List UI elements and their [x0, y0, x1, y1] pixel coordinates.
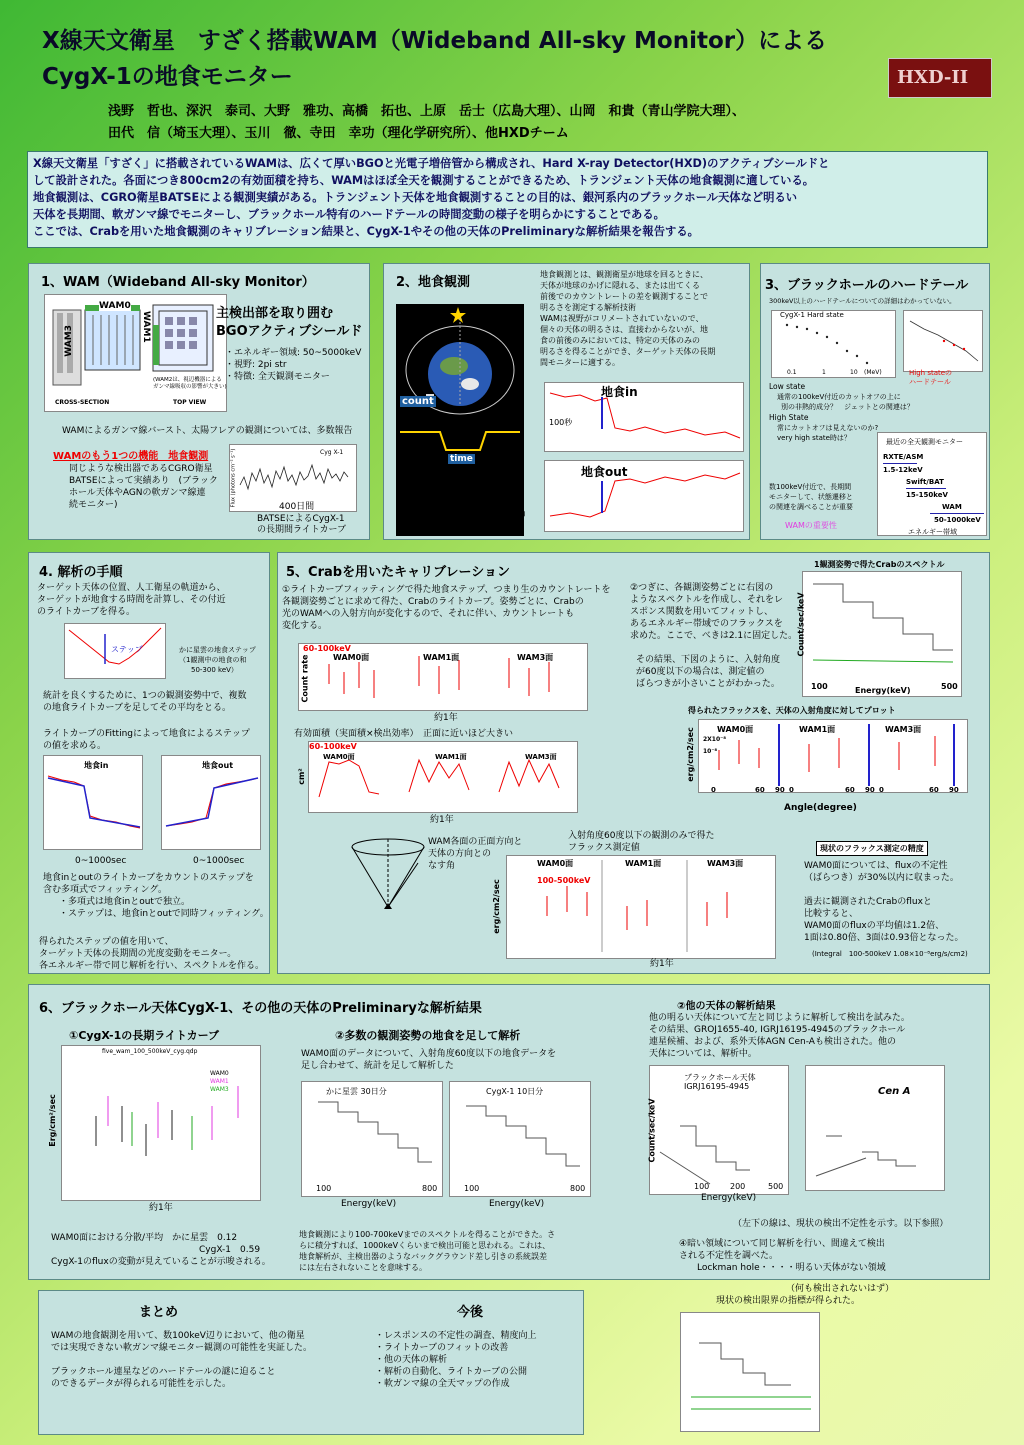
r1: 地食観測により100-700keVまでのスペクトルを得ることができた。さ: [299, 1230, 556, 1239]
desc-line: 個々の天体の明るさは、直接わからないが、地: [540, 325, 708, 334]
bgo-heading-1: 主検出部を取り囲む: [216, 306, 334, 321]
band-label: 60-100keV: [303, 644, 351, 653]
cyg-e800: 800: [570, 1184, 586, 1193]
low-line-2: 別の非熱的成分？ ジェットとの関連は？: [781, 403, 914, 411]
summary-1: WAMの地食観測を用いて、数100keV辺りにおいて、他の衛星: [51, 1331, 305, 1341]
burst-note: WAMによるガンマ線バースト、太陽フレアの観測については、多数報告: [62, 426, 353, 436]
p1a: ターゲット天体の位置、人工衛星の軌道から、: [37, 583, 226, 593]
fit-out-label: 地食out: [202, 761, 234, 770]
p2a: 統計を良くするために、1つの観測姿勢中で、複数: [43, 691, 247, 701]
future-3: ・他の天体の解析: [375, 1355, 448, 1365]
summary-3: ブラックホール連星などのハードテールの謎に迫ること: [51, 1367, 276, 1377]
p4b: 含む多項式でフィッティング。: [43, 885, 168, 895]
100s-label: 100秒: [549, 418, 573, 427]
igr-ylabel: Count/sec/keV: [647, 1098, 657, 1163]
d1: WAM0面のデータについて、入射角度60度以下の地食データを: [301, 1049, 557, 1059]
hardstate-title: CygX-1 Hard state: [780, 311, 844, 319]
r1: その結果、下図のように、入射角度: [636, 655, 781, 665]
a2: （ばらつき）が30%以内に収まった。: [804, 873, 959, 883]
spec-feature: ・特徴: 全天観測モニター: [225, 372, 330, 382]
other-title: ②他の天体の解析結果: [677, 1001, 776, 1012]
spectrum-steps: [803, 572, 963, 698]
p1c: 光のWAMへの入射方向が変化するので、それに伴い、カウントレートも: [282, 609, 575, 619]
batse-plot-label: Cyg X-1: [320, 449, 344, 456]
section-analysis: [28, 552, 270, 974]
rxte-band: [883, 463, 917, 464]
crab-note-3: 50-300 keV）: [191, 666, 238, 674]
sel-wam1: WAM1面: [625, 859, 662, 868]
year-label: 約1年: [434, 713, 458, 723]
wam1-area: WAM1面: [435, 753, 467, 761]
a3: 過去に観測されたCrabのfluxと: [804, 897, 932, 907]
cyg-e100: 100: [464, 1184, 480, 1193]
tick-0a: 0: [711, 786, 716, 794]
p1c: のライトカーブを得る。: [37, 607, 136, 617]
desc-line: 前後でのカウントレートの差を観測することで: [540, 292, 708, 301]
poster-title-line2: CygX-1の地食モニター: [42, 64, 293, 90]
poster-title-line1: X線天文衛星 すざく搭載WAM（Wideband All-sky Monitor）による: [42, 28, 828, 54]
low-state: Low state: [769, 382, 806, 391]
desc-line: 天体が地球のかげに隠れる、または出てくる: [540, 281, 700, 290]
step-plot: [64, 623, 166, 679]
cygx1-lightcurve: [47, 1045, 261, 1201]
p5c: 各エネルギー帯で同じ解析を行い、スペクトルを作る。: [39, 961, 265, 971]
time-label: time: [450, 454, 473, 464]
angle-wam1: WAM1面: [799, 725, 836, 734]
legend-wam1: WAM1: [210, 1078, 229, 1085]
sub2: ②多数の観測姿勢の地食を足して解析: [335, 1029, 521, 1042]
wam0-area: WAM0面: [323, 753, 355, 761]
batse-caption-1: BATSEによるCygX-1: [257, 514, 345, 524]
section-calibration: [277, 552, 990, 974]
authors-line1: 浅野 哲也、深沢 泰司、大野 雅功、高橋 拓也、上原 岳士（広島大理）、山岡 和貴（青山学院大理）、: [108, 104, 746, 119]
section-wam: [28, 263, 370, 540]
wam3-label: WAM3面: [517, 653, 554, 662]
selected-flux-plot: [491, 855, 776, 959]
cena-steps: [806, 1066, 946, 1192]
wam0-label: WAM0: [99, 301, 131, 311]
swift-label: Swift/BAT: [906, 478, 944, 486]
lc-ylabel: Erg/cm²/sec: [47, 1094, 57, 1147]
p1a: ①ライトカーブフィッティングで得た地食ステップ、つまり生のカウントレートを: [282, 585, 611, 595]
p5b: ターゲット天体の長期間の光度変動をモニター。: [39, 949, 237, 959]
cone-diagram: [348, 833, 428, 913]
abstract-line: X線天文衛星「すざく」に搭載されているWAMは、広くて厚いBGOと光電子増倍管から構成され、Hard X-ray Detector(HXD)のアクティブシールドと: [33, 157, 830, 170]
future-2: ・ライトカーブのフィットの改善: [375, 1343, 509, 1353]
a7: (Integral 100-500keV 1.08×10⁻⁸erg/s/cm2): [812, 950, 968, 958]
authors-line2: 田代 信（埼玉大理）、玉川 徹、寺田 幸功（理化学研究所）、他HXDチーム: [108, 126, 569, 141]
energy-band: エネルギー帯域: [908, 528, 957, 536]
cena-spectrum: [805, 1065, 945, 1191]
tick-0c: 0: [879, 786, 884, 794]
angle-title: 得られたフラックスを、天体の入射角度に対してプロット: [688, 706, 896, 715]
band-label-2: 60-100keV: [309, 742, 357, 751]
recent-monitors: 最近の全天観測モニター: [886, 438, 963, 446]
countrate-ylabel: Count rate: [300, 654, 310, 703]
crab-e800: 800: [422, 1184, 438, 1193]
tick-mev: (MeV): [864, 369, 882, 376]
abstract-box: [27, 151, 988, 248]
monitors-panel: [877, 432, 987, 536]
p2e: 求めた。ここで、べきは2.1に固定した。: [630, 631, 798, 641]
abstract-line: 天体を長期間、軟ガンマ線でモニターし、ブラックホール特有のハードテールの時間変動の様子を明らかにすることである。: [33, 208, 665, 221]
p3a: ライトカーブのFittingによって地食によるステップ: [43, 729, 250, 739]
o3: 連星候補、および、系外天体AGN Cen-Aも検出された。他の: [649, 1037, 896, 1047]
sel-2: フラックス測定値: [568, 843, 640, 853]
monitor-text-2: モニターして、状態遷移と: [769, 493, 853, 501]
bh-label-1: ブラックホール天体: [684, 1073, 756, 1082]
bh-label-2: IGRJ16195-4945: [684, 1082, 750, 1091]
line-note: （左下の線は、現状の検出不定性を示す。以下参照）: [733, 1219, 949, 1229]
p2: される不定性を調べた。: [679, 1251, 779, 1261]
range-in: 0~1000sec: [75, 856, 127, 866]
crab-30-label: かに星雲 30日分: [326, 1087, 387, 1096]
p3: Lockman hole・・・・明るい天体がない領域: [697, 1263, 886, 1273]
cone-drawing: [348, 833, 428, 913]
tick-60c: 60: [929, 786, 939, 794]
legend-wam0: WAM0: [210, 1070, 229, 1077]
lc-header: five_wam_100_500keV_cyg.qdp: [102, 1048, 198, 1055]
occultation-out-plot: [544, 460, 744, 532]
angle-xlabel: Angle(degree): [784, 803, 857, 813]
fit-in-label: 地食in: [84, 761, 109, 770]
angle-e2: 2X10⁻⁸: [703, 736, 726, 743]
rxte-range: 1.5-12keV: [883, 466, 923, 474]
occultation-in-plot: [544, 382, 744, 452]
p4: （何も検出されないはず）: [786, 1284, 895, 1294]
p4d: ・ステップは、地食inとoutで同時フィッティング。: [59, 909, 269, 919]
occultation-function: WAMのもう1つの機能 地食観測: [53, 451, 209, 462]
fit-out-plot: [161, 755, 261, 850]
p1b: 各観測姿勢ごとに求めて得た、Crabのライトカーブ。姿勢ごとに、Crabの: [282, 597, 584, 607]
days-label: 400日間: [279, 502, 315, 512]
cyg-ekev: Energy(keV): [489, 1199, 545, 1209]
sel-ylabel: erg/cm2/sec: [491, 879, 501, 934]
section-title: 4. 解析の手順: [39, 565, 123, 580]
spec-e500: 500: [941, 682, 958, 691]
p2a: ②つぎに、各観測姿勢ごとに右図の: [630, 583, 774, 593]
sa: WAM0面における分散/平均 かに星雲 0.12: [51, 1233, 238, 1243]
spec-ekev: Energy(keV): [855, 686, 911, 695]
area-ylabel: cm²: [296, 768, 306, 785]
rxte-label: RXTE/ASM: [883, 453, 924, 461]
year-label-2: 約1年: [430, 815, 454, 825]
igr-spectrum: [649, 1065, 789, 1195]
angle-e1: 10⁻⁸: [703, 748, 718, 755]
sc: CygX-1のfluxの変動が見えていることが示唆される。: [51, 1257, 271, 1267]
crab-caption-2: WAMのカウントレ: [432, 496, 509, 506]
p1b: ターゲットが地食する時間を計算し、その付近: [37, 595, 226, 605]
crab-caption-3: ートの変化（ステップ）: [432, 510, 531, 520]
batse-desc-3: ホール天体やAGNの軟ガンマ線連: [69, 488, 206, 498]
crab-note-1: かに星雲の地食ステップ: [179, 646, 256, 654]
logo-text: HXD-II: [897, 67, 969, 88]
p1d: 変化する。: [282, 621, 328, 631]
bgo-heading-2: BGOアクティブシールド: [216, 324, 363, 339]
highstate-plot: [903, 310, 983, 372]
in-curve: [545, 383, 745, 453]
swift-range: 15-150keV: [906, 491, 948, 499]
cyg-spec-steps: [450, 1082, 592, 1198]
igr-e100: 100: [694, 1182, 710, 1191]
wam1-label: WAM1: [141, 311, 151, 343]
effective-area: 有効面積（実面積×検出効率） 正面に近いほど大きい: [294, 729, 514, 739]
low-line-1: 通常の100keV付近のカットオフの上に: [777, 393, 901, 401]
batse-desc-2: BATSEによって実績あり (ブラック: [69, 476, 218, 486]
future-title: 今後: [457, 1305, 484, 1320]
tick-60b: 60: [845, 786, 855, 794]
p1: ④暗い領域について同じ解析を行い、間違えて検出: [679, 1239, 885, 1249]
p3b: の値を求める。: [43, 741, 107, 751]
high-state: High State: [769, 413, 809, 422]
cena-label: Cen A: [878, 1086, 911, 1097]
flux-angle-plot: [685, 719, 968, 794]
crab-countrate-plot: [298, 643, 588, 711]
selected-points: [507, 856, 777, 960]
cone-caption-3: なす角: [428, 861, 456, 871]
angle-wam0: WAM0面: [717, 725, 754, 734]
crab-spec-steps: [302, 1082, 444, 1198]
crab-30day-spectrum: [301, 1081, 443, 1197]
tick-90c: 90: [949, 786, 959, 794]
o4: 天体については、解析中。: [649, 1049, 757, 1059]
spec-energy: ・エネルギー領域: 50~5000keV: [225, 348, 362, 358]
hxd-logo: [888, 58, 992, 98]
section-title: 1、WAM（Wideband All-sky Monitor）: [41, 275, 315, 290]
summary-4: のできるデータが得られる可能性を示した。: [51, 1379, 232, 1389]
out-label: 地食out: [581, 465, 628, 479]
desc-line: 食の前後のみにおいては、特定の天体のみの: [540, 336, 700, 345]
in-label: 地食in: [601, 385, 638, 399]
spec-e100: 100: [811, 682, 828, 691]
future-1: ・レスポンスの不定性の調査、精度向上: [375, 1331, 537, 1341]
p4a: 地食inとoutのライトカーブをカウントのステップを: [43, 873, 254, 883]
sub1: ①CygX-1の長期ライトカーブ: [69, 1029, 220, 1042]
angle-wam3: WAM3面: [885, 725, 922, 734]
r4: には左右されないことを意味する。: [299, 1263, 427, 1272]
wam-label: WAM: [942, 503, 962, 511]
highstate-points: [904, 311, 984, 373]
desc-line: 間モニターに適する。: [540, 358, 620, 367]
lc-points: [62, 1046, 262, 1202]
crab-note-2: （1観測中の地食の和: [179, 656, 247, 664]
hightail-label-1: High stateの: [909, 369, 953, 377]
desc-line: 明るさを得ることができ、ターゲット天体の長期: [540, 347, 716, 356]
sb: CygX-1 0.59: [199, 1245, 261, 1255]
future-4: ・解析の自動化、ライトカーブの公開: [375, 1367, 528, 1377]
hardtail-note: 300keV以上のハードテールについての詳細はわかっていない。: [769, 297, 956, 305]
tick-1: 1: [822, 369, 826, 376]
desc-line: WAMは視野がコリメートされていないので、: [540, 314, 704, 323]
tick-10: 10: [850, 369, 858, 376]
section-title: 2、地食観測: [396, 275, 471, 290]
igr-e500: 500: [768, 1182, 784, 1191]
p5: 現状の検出限界の指標が得られた。: [716, 1296, 861, 1306]
spectrum-ylabel: Count/sec/keV: [796, 592, 806, 657]
p5a: 得られたステップの値を用いて、: [39, 937, 174, 947]
igr-ekev: Energy(keV): [701, 1193, 757, 1203]
wam-band: [930, 513, 984, 514]
monitor-text-1: 数100keV付近で、長期間: [769, 483, 852, 491]
tick-90a: 90: [775, 786, 785, 794]
batse-desc-1: 同じような検出器であるCGRO衛星: [69, 464, 213, 474]
a4: 比較すると、: [804, 909, 859, 919]
batse-caption-2: の長期間ライトカーブ: [257, 525, 347, 535]
tick-60a: 60: [755, 786, 765, 794]
wam-detector-diagram: [44, 294, 227, 412]
tick-01: 0.1: [787, 369, 797, 376]
desc-line: 明るさを測定する解析技術: [540, 303, 636, 312]
o1: 他の明るい天体について左と同じように解析して検出を試みた。: [649, 1013, 910, 1023]
d2: 足し合わせて、統計を足して解析した: [301, 1061, 454, 1071]
legend-wam3: WAM3: [210, 1086, 229, 1093]
abstract-line: ここでは、Crabを用いた地食観測のキャリブレーション結果と、CygX-1やその他の天体のPreliminaryな解析結果を報告する。: [33, 225, 699, 238]
hightail-label-2: ハードテール: [909, 378, 951, 386]
batse-ylabel: Flux (photons cm⁻² s⁻¹): [230, 448, 237, 508]
summary-2: では実現できない軟ガンマ線モニター観測の可能性を実証した。: [51, 1343, 313, 1353]
o2: その結果、GROJ1655-40, IGRJ16195-4945のブラックホール: [649, 1025, 906, 1035]
r2: らに積分すれば、1000keVくらいまで検出可能と思われる。これは、: [299, 1241, 551, 1250]
accuracy-title: 現状のフラックス測定の精度: [816, 841, 928, 856]
spectrum-title: 1観測姿勢で得たCrabのスペクトル: [814, 560, 945, 569]
crab-ekev: Energy(keV): [341, 1199, 397, 1209]
cygx1-hardstate-plot: [771, 310, 896, 378]
a6: 1面は0.80倍、3面は0.93倍となった。: [804, 933, 964, 943]
year-label: 約1年: [149, 1203, 173, 1213]
out-curve: [545, 461, 745, 533]
cyg-10-label: CygX-1 10日分: [486, 1087, 544, 1096]
cone-caption-1: WAM各面の正面方向と: [428, 837, 523, 847]
r3: 地食解析が、主検出器のようなバックグラウンド差し引きの系統誤差: [299, 1252, 547, 1261]
section-hardtail: [760, 263, 990, 540]
wam3-area: WAM3面: [525, 753, 557, 761]
wam0-label: WAM0面: [333, 653, 370, 662]
effective-area-plot: [296, 741, 578, 813]
tick-90b: 90: [865, 786, 875, 794]
section-title: 3、ブラックホールのハードテール: [765, 278, 969, 293]
section-occultation: [383, 263, 750, 540]
summary-title: まとめ: [139, 1305, 179, 1320]
batse-desc-4: 続モニター): [69, 500, 118, 510]
cone-caption-2: 天体の方向との: [428, 849, 492, 859]
crab-spectrum-plot: [796, 571, 962, 697]
occultation-desc: [540, 269, 715, 368]
range-out: 0~1000sec: [193, 856, 245, 866]
monitor-text-3: の関連を調べることが重要: [769, 503, 853, 511]
step-label: ステップ: [111, 645, 143, 654]
future-5: ・軟ガンマ線の全天マップの作成: [375, 1379, 510, 1389]
wam3-label: WAM3: [64, 325, 74, 357]
lockman-steps: [681, 1313, 821, 1433]
fit-in-plot: [43, 755, 143, 850]
r3: ばらつきが小さいことがわかった。: [636, 679, 780, 689]
crab-e100: 100: [316, 1184, 332, 1193]
p2d: あるエネルギー帯域でのフラックスを: [630, 619, 783, 629]
wam-importance: WAMの重要性: [785, 521, 837, 530]
swift-band: [906, 488, 946, 489]
lockman-plot: [680, 1312, 820, 1432]
igr-e200: 200: [730, 1182, 746, 1191]
p2c: スポンス関数を用いてフィットし、: [630, 607, 774, 617]
p2b: ようなスペクトルを作成し、それをレ: [630, 595, 784, 605]
sel-wam0: WAM0面: [537, 859, 574, 868]
sel-band: 100-500keV: [537, 876, 591, 885]
top-view-label: TOP VIEW: [173, 399, 207, 406]
section-title: 5、Crabを用いたキャリブレーション: [286, 565, 511, 580]
sel-wam3: WAM3面: [707, 859, 744, 868]
wam1-label: WAM1面: [423, 653, 460, 662]
wam2-note: (WAM2は、視辺機器による ガンマ線吸収の影響が大きい): [153, 377, 227, 390]
wam-range: 50-1000keV: [934, 516, 981, 524]
crab-caption-1: Crabの地食による: [432, 482, 508, 492]
count-label: count: [402, 396, 434, 407]
spec-fov: ・視野: 2pi str: [225, 360, 287, 370]
r2: が60度以下の場合は、測定値の: [636, 667, 765, 677]
year-label-3: 約1年: [650, 959, 674, 969]
p4c: ・多項式は地食inとoutで独立。: [59, 897, 190, 907]
sel-1: 入射角度60度以下の観測のみで得た: [568, 831, 715, 841]
a5: WAM0面のfluxの平均値は1.2倍、: [804, 921, 945, 931]
a1: WAM0面については、fluxの不定性: [804, 861, 948, 871]
cyg-10day-spectrum: [449, 1081, 591, 1197]
cross-section-label: CROSS-SECTION: [55, 399, 110, 406]
high-line-2: very high state時は？: [777, 434, 851, 442]
abstract-line: 地食観測は、CGRO衛星BATSEによる観測実績がある。トランジェント天体を地食観測することの目的は、銀河系内のブラックホール天体など明るい: [33, 191, 798, 204]
section-cygx1: [28, 984, 990, 1280]
high-line-1: 常にカットオフは見えないのか?: [777, 424, 879, 432]
desc-line: 地食観測とは、観測衛星が地球を回るときに、: [540, 270, 708, 279]
section-title: 6、ブラックホール天体CygX-1、その他の天体のPreliminaryな解析結果: [39, 1001, 482, 1016]
p2b: の地食ライトカーブを足してその平均をとる。: [43, 703, 232, 713]
section-summary: [38, 1290, 584, 1435]
angle-ylabel: erg/cm2/sec: [685, 727, 695, 782]
tick-0b: 0: [789, 786, 794, 794]
abstract-line: して設計された。各面につき800cm2の有効面積を持ち、WAMはほぼ全天を観測することができるため、トランジェント天体の地食観測に適している。: [33, 174, 815, 187]
